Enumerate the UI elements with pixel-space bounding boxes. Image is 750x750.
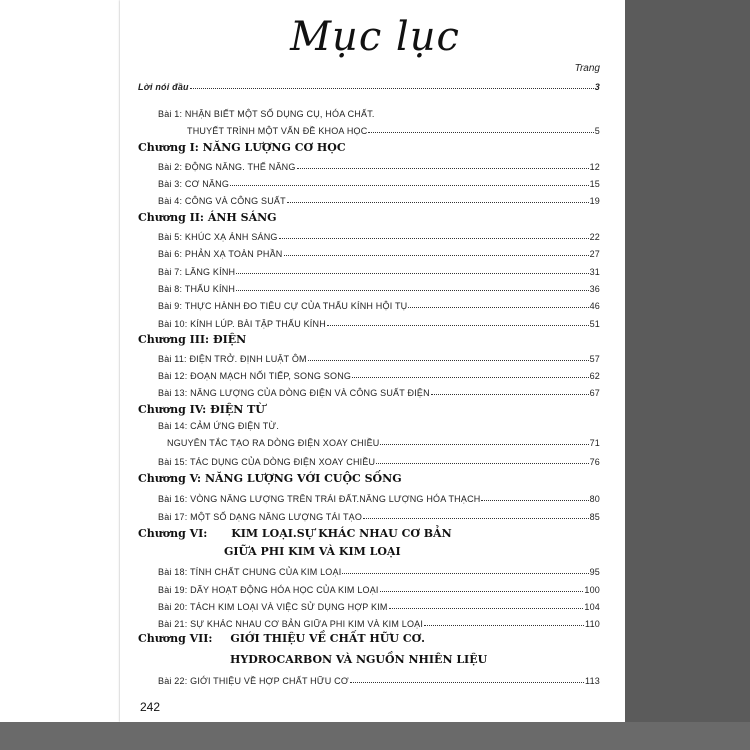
toc-label: Bài 6: PHẢN XẠ TOÀN PHẦN (158, 249, 283, 259)
chapter-prefix: Chương IV: (138, 403, 207, 416)
chapter-heading (138, 141, 346, 154)
toc-row-lesson (158, 506, 600, 522)
toc-row-lesson (158, 451, 600, 467)
toc-label: Bài 22: GIỚI THIỆU VỀ HỢP CHẤT HỮU CƠ (158, 676, 349, 686)
toc-label: Lời nói đầu (138, 82, 189, 92)
dot-leader (408, 307, 588, 308)
toc-row-lesson (158, 190, 600, 206)
toc-page: 110 (585, 619, 600, 629)
chapter-prefix: Chương VII: (138, 632, 213, 645)
toc-page: 100 (584, 585, 600, 595)
toc-row-lesson (158, 488, 600, 504)
toc-page: 62 (589, 371, 600, 381)
toc-label-continued: THUYẾT TRÌNH MỘT VẤN ĐỀ KHOA HỌC (187, 126, 368, 136)
toc-label: Bài 8: THẤU KÍNH (158, 284, 236, 294)
toc-row-lesson (187, 120, 600, 136)
dot-leader (236, 273, 588, 274)
chapter-title: ĐIỆN (212, 333, 247, 346)
page-column-header: Trang (574, 63, 600, 74)
chapter-prefix: Chương VI: (138, 527, 208, 540)
page-number: 242 (140, 700, 161, 714)
toc-label: Bài 3: CƠ NĂNG (158, 179, 230, 189)
toc-page: 95 (589, 567, 600, 577)
dot-leader (368, 132, 593, 133)
toc-label: Bài 9: THỰC HÀNH ĐO TIÊU CỰ CỦA THẤU KÍNH HỘI TỤ (158, 301, 408, 311)
chapter-heading (138, 403, 265, 416)
chapter-title-line2: GIỮA PHI KIM VÀ KIM LOẠI (224, 545, 401, 558)
chapter-title: NĂNG LƯỢNG CƠ HỌC (202, 141, 346, 154)
dot-leader (190, 88, 594, 89)
chapter-prefix: Chương I: (138, 141, 199, 154)
background-shade-bottom (0, 722, 750, 750)
dot-leader (297, 168, 589, 169)
chapter-heading (138, 333, 246, 346)
dot-leader (350, 682, 584, 683)
toc-page: 36 (589, 284, 600, 294)
toc-page: 12 (589, 162, 600, 172)
dot-leader (376, 463, 588, 464)
toc-label: Bài 5: KHÚC XẠ ÁNH SÁNG (158, 232, 278, 242)
toc-label: Bài 18: TÍNH CHẤT CHUNG CỦA KIM LOẠI (158, 567, 342, 577)
chapter-heading (138, 472, 402, 485)
toc-label: Bài 11: ĐIỆN TRỞ. ĐỊNH LUẬT ÔM (158, 354, 307, 364)
dot-leader (342, 573, 588, 574)
toc-page: 15 (589, 179, 600, 189)
toc-row-lesson (158, 313, 600, 329)
toc-row-lesson (158, 613, 600, 629)
toc-page: 76 (589, 457, 600, 467)
toc-label: Bài 2: ĐỘNG NĂNG. THẾ NĂNG (158, 162, 296, 172)
toc-row-lesson (167, 432, 600, 448)
chapter-prefix: Chương V: (138, 472, 202, 485)
dot-leader (230, 185, 589, 186)
toc-label: Bài 17: MỘT SỐ DẠNG NĂNG LƯỢNG TÁI TẠO (158, 512, 363, 522)
toc-label-continued: NGUYÊN TẮC TẠO RA DÒNG ĐIỆN XOAY CHIỀU (167, 438, 380, 448)
left-margin (0, 0, 120, 750)
toc-row-lesson (158, 670, 600, 686)
toc-page: 67 (589, 388, 600, 398)
dot-leader (327, 325, 589, 326)
background-shade-right (625, 0, 750, 722)
toc-label: Bài 15: TÁC DỤNG CỦA DÒNG ĐIỆN XOAY CHIỀU (158, 457, 376, 467)
toc-page: 113 (585, 676, 600, 686)
toc-label: Bài 13: NĂNG LƯỢNG CỦA DÒNG ĐIỆN VÀ CÔNG SUẤT ĐIỆN (158, 388, 430, 398)
toc-label: Bài 16: VÒNG NĂNG LƯỢNG TRÊN TRÁI ĐẤT.NĂNG LƯỢNG HÓA THẠCH (158, 494, 481, 504)
toc-row-lesson (158, 156, 600, 172)
toc-page: 46 (589, 301, 600, 311)
toc-row-lesson (158, 261, 600, 277)
dot-leader (352, 377, 588, 378)
toc-label: Bài 21: SỰ KHÁC NHAU CƠ BẢN GIỮA PHI KIM VÀ KIM LOẠI (158, 619, 424, 629)
toc-label: Bài 7: LĂNG KÍNH (158, 267, 236, 277)
toc-label: Bài 1: NHẬN BIẾT MỘT SỐ DỤNG CỤ, HÓA CHẤT. (158, 109, 375, 119)
dot-leader (481, 500, 588, 501)
toc-label: Bài 10: KÍNH LÚP. BÀI TẬP THẤU KÍNH (158, 319, 326, 329)
toc-row-lesson (158, 226, 600, 242)
toc-row-lesson (158, 382, 600, 398)
toc-page: 51 (589, 319, 600, 329)
chapter-prefix: Chương II: (138, 211, 204, 224)
dot-leader (279, 238, 589, 239)
dot-leader (431, 394, 589, 395)
chapter-title: NĂNG LƯỢNG VỚI CUỘC SỐNG (204, 472, 402, 485)
toc-row-lesson (158, 243, 600, 259)
toc-label: Bài 19: DÃY HOẠT ĐỘNG HÓA HỌC CỦA KIM LOẠI (158, 585, 379, 595)
toc-row-intro (138, 76, 600, 92)
toc-label: Bài 14: CẢM ỨNG ĐIỆN TỪ. (158, 421, 280, 431)
toc-page: 71 (589, 438, 600, 448)
chapter-title: KIM LOẠI.SỰ KHÁC NHAU CƠ BẢN (231, 527, 452, 540)
toc-label: Bài 4: CÔNG VÀ CÔNG SUẤT (158, 196, 286, 206)
chapter-prefix: Chương III: (138, 333, 210, 346)
dot-leader (380, 444, 588, 445)
toc-page: 104 (584, 602, 600, 612)
toc-page: 3 (594, 82, 600, 92)
chapter-heading (138, 632, 425, 645)
toc-label: Bài 12: ĐOẠN MẠCH NỐI TIẾP, SONG SONG (158, 371, 352, 381)
dot-leader (287, 202, 589, 203)
dot-leader (389, 608, 584, 609)
toc-row-lesson (158, 365, 600, 381)
toc-row-lesson (158, 173, 600, 189)
toc-page: 19 (589, 196, 600, 206)
toc-page: 22 (589, 232, 600, 242)
dot-leader (380, 591, 584, 592)
dot-leader (424, 625, 584, 626)
toc-row-lesson (158, 579, 600, 595)
toc-row-lesson (158, 278, 600, 294)
toc-page: 85 (589, 512, 600, 522)
dot-leader (236, 290, 589, 291)
toc-label: Bài 20: TÁCH KIM LOẠI VÀ VIỆC SỬ DỤNG HỢP KIM (158, 602, 388, 612)
dot-leader (308, 360, 589, 361)
toc-page: 31 (589, 267, 600, 277)
toc-row-lesson (158, 561, 600, 577)
dot-leader (284, 255, 589, 256)
toc-page: 57 (589, 354, 600, 364)
chapter-title: GIỚI THIỆU VỀ CHẤT HỮU CƠ. (230, 632, 425, 645)
toc-row-lesson (158, 348, 600, 364)
chapter-title-line2: HYDROCARBON VÀ NGUỒN NHIÊN LIỆU (230, 653, 488, 666)
dot-leader (363, 518, 589, 519)
toc-page: 27 (589, 249, 600, 259)
chapter-title: ĐIỆN TỪ (210, 403, 265, 416)
toc-row-lesson (158, 596, 600, 612)
toc-row-lesson (158, 295, 600, 311)
chapter-heading (138, 211, 277, 224)
chapter-heading (138, 527, 452, 540)
toc-page: 80 (589, 494, 600, 504)
chapter-title: ÁNH SÁNG (207, 211, 277, 224)
page-title: Mục lục (290, 14, 460, 60)
toc-page: 5 (594, 126, 600, 136)
